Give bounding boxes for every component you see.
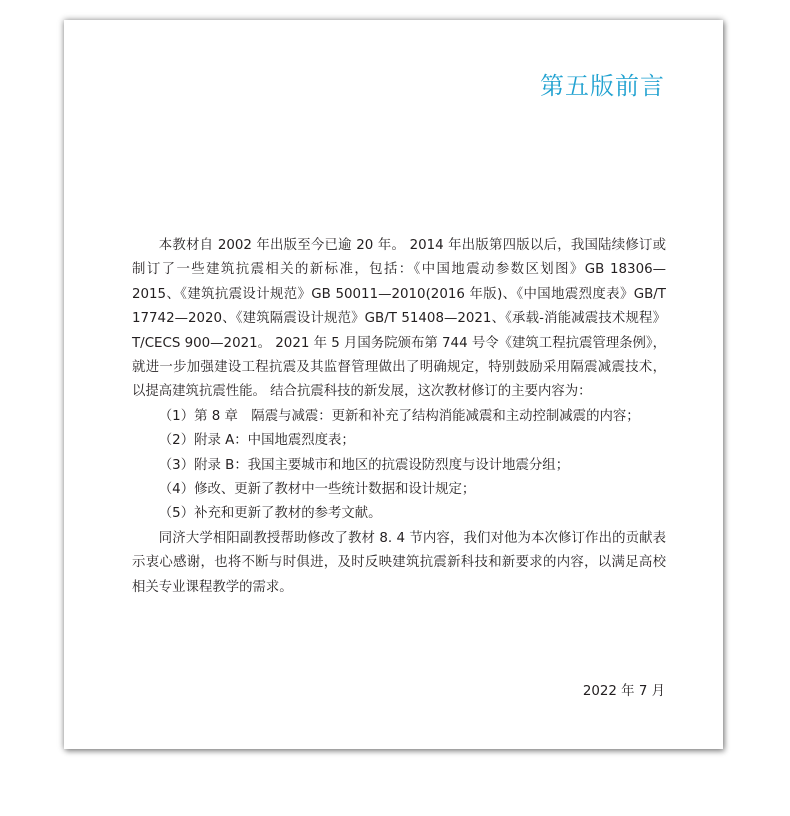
paragraph-item-5: （5）补充和更新了教材的参考文献。 [158,506,382,522]
paragraph-acknowledgement: 同济大学相阳副教授帮助修改了教材 8. 4 节内容，我们对他为本次修订作出的贡献表示衷心感谢，也将不断与时俱进，及时反映建筑抗震新科技和新要求的内容，以满足高校相关专业课程教学的需求。 [132,530,666,595]
paragraph-item-4: （4）修改、更新了教材中一些统计数据和设计规定； [158,482,476,498]
document-page [64,20,723,749]
preface-body [132,234,666,600]
paragraph-item-2: （2）附录 A：中国地震烈度表； [158,433,355,449]
signature-date: 2022 年 7 月 [582,684,665,699]
paragraph-intro: 本教材自 2002 年出版至今已逾 20 年。 2014 年出版第四版以后，我国陆续修订或制订了一些建筑抗震相关的新标准，包括：《中国地震动参数区划图》GB 18306—2015、《建筑抗震设计规范》GB 50011—2010(2016 年版)、《中国地震烈度表》GB/T 17742—2020、《建筑隔震设计规范》GB/T 51408—2021、《承载-消能减震技术规程》T/CECS 900—2021。 2021 年 5 月国务院颁布第 744 号令《建筑工程抗震管理条例》，就进一步加强建设工程抗震及其监督管理做出了明确规定，特别鼓励采用隔震减震技术，以提高建筑抗震性能。 结合抗震科技的新发展，这次教材修订的主要内容为： [132,238,667,400]
paragraph-item-1: （1）第 8 章 隔震与减震：更新和补充了结构消能减震和主动控制减震的内容； [158,408,640,424]
page-title: 第五版前言 [540,72,665,100]
paragraph-item-3: （3）附录 B：我国主要城市和地区的抗震设防烈度与设计地震分组； [158,457,570,473]
